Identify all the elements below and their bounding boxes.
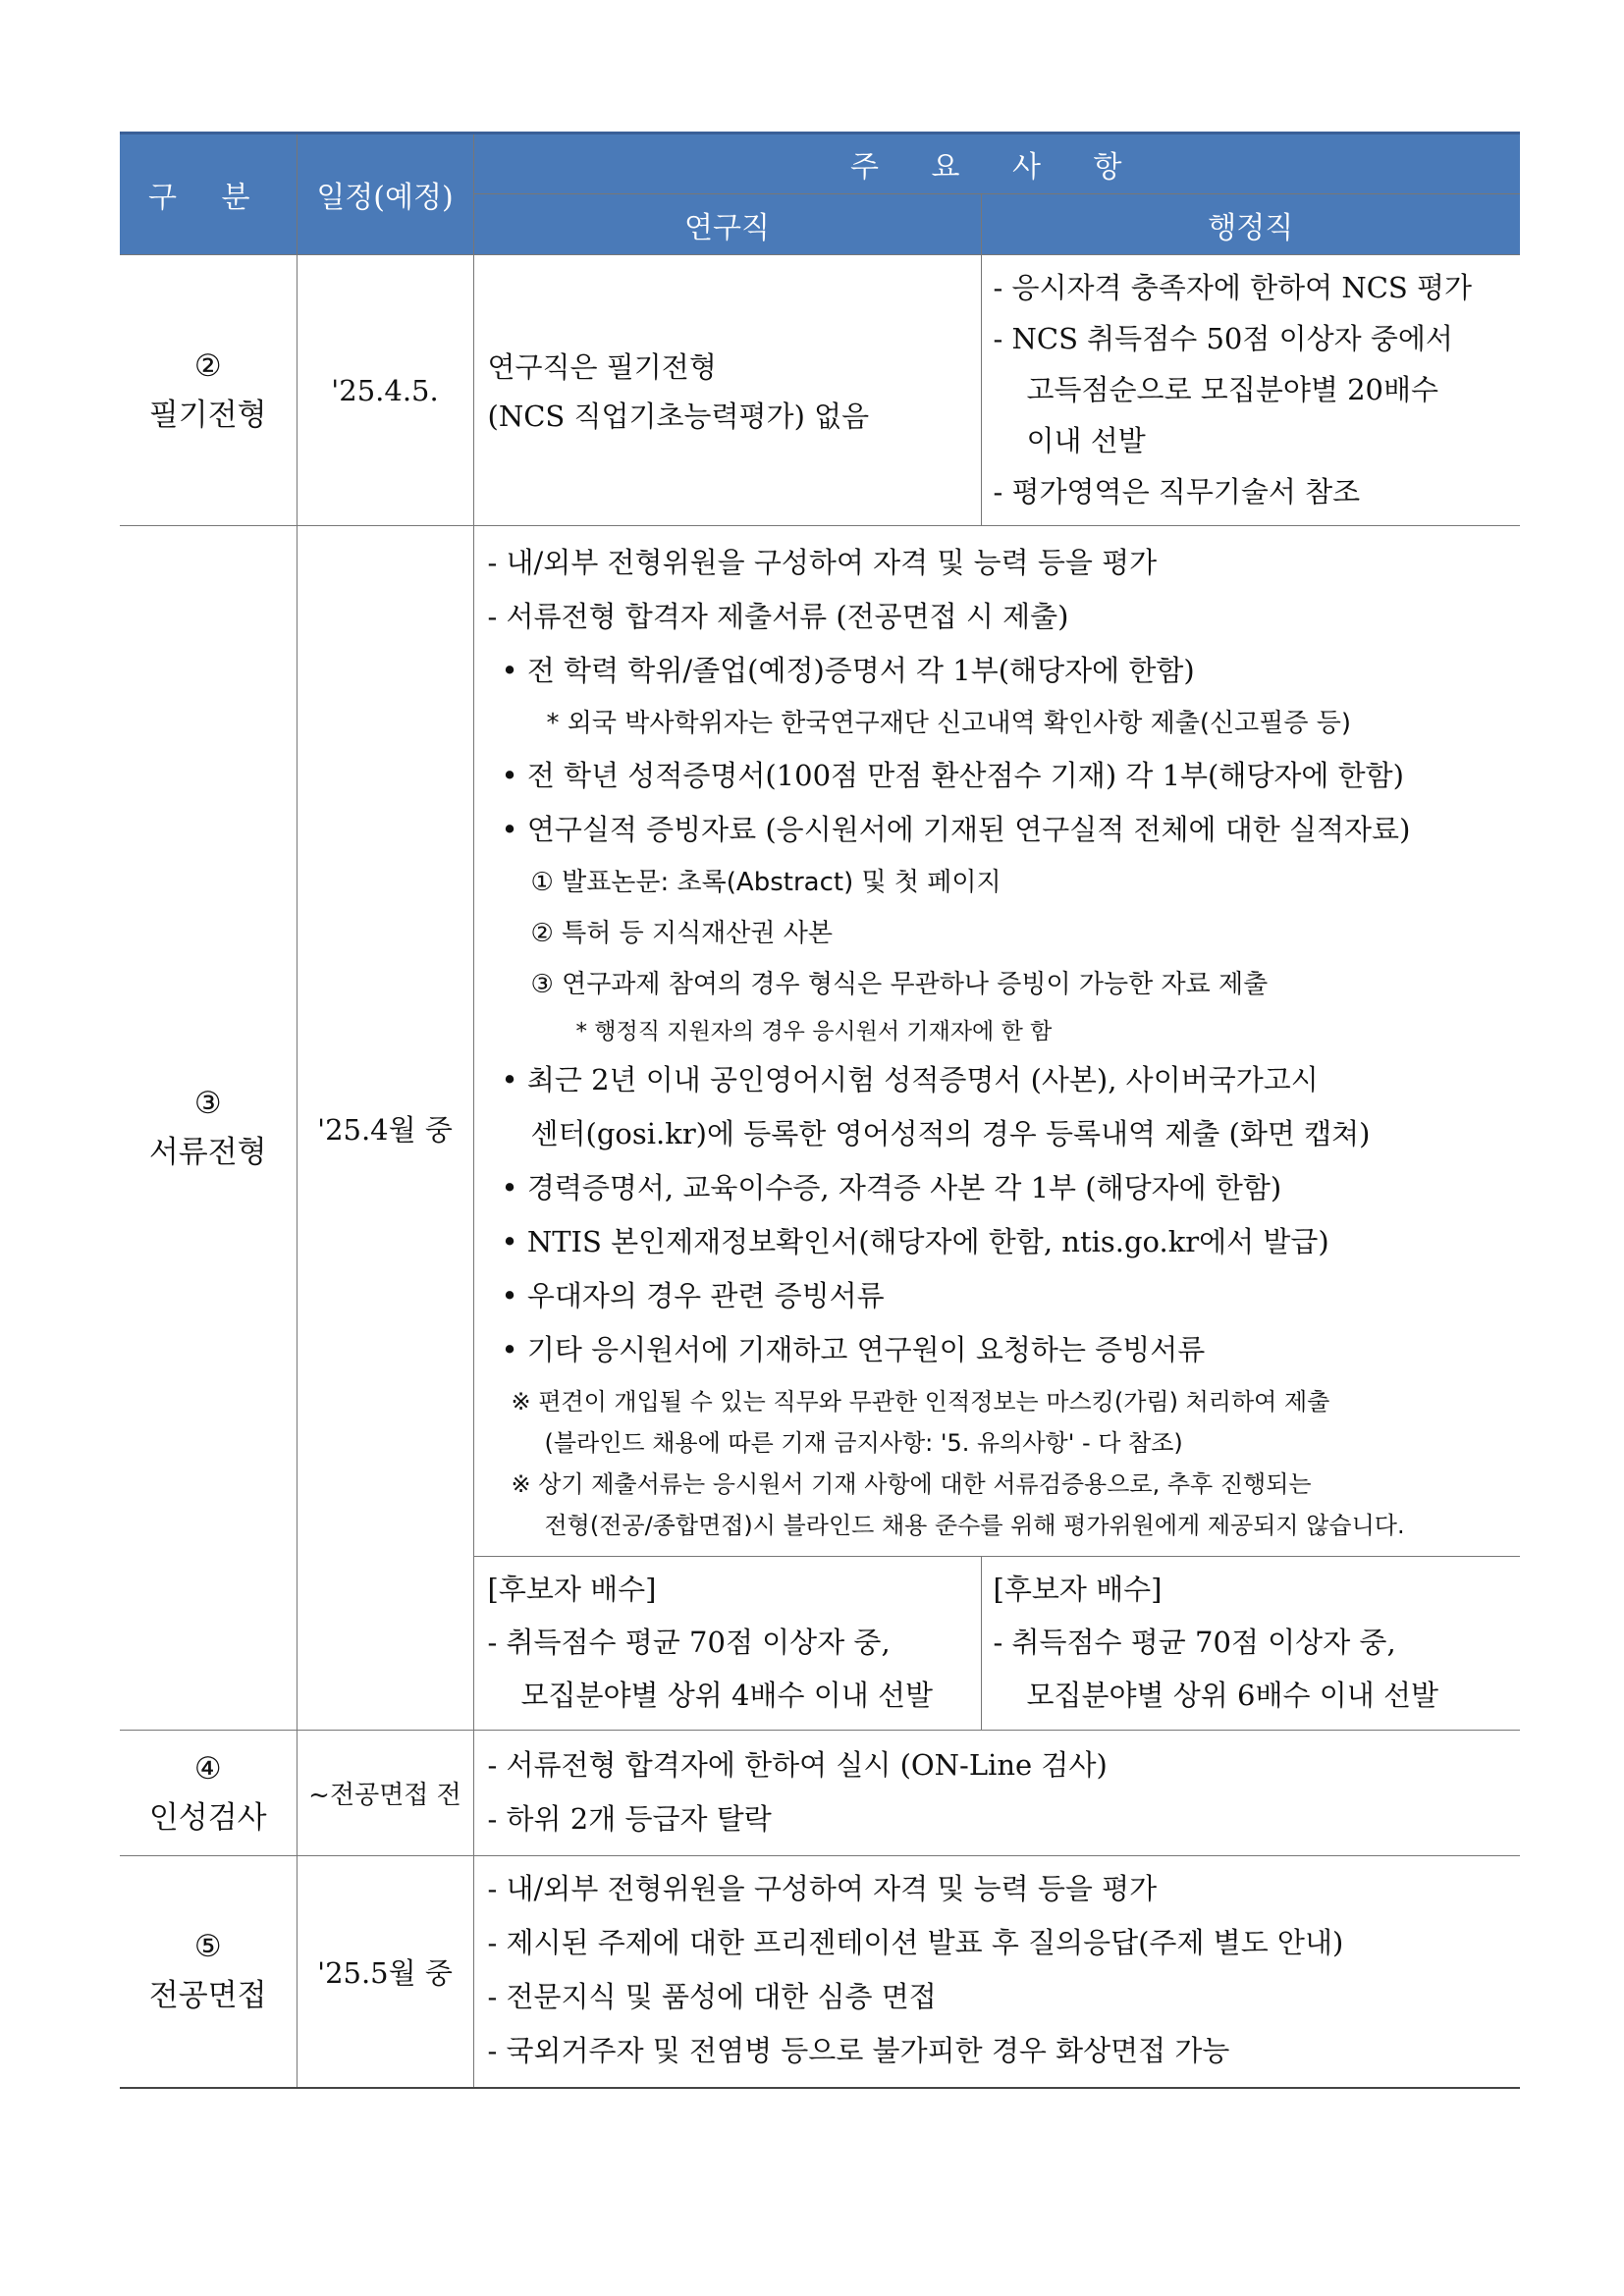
stage-name: 인성검사 xyxy=(148,1799,267,1836)
detail-bullet: • NTIS 본인제재정보확인서(해당자에 한함, ntis.go.kr에서 발급) xyxy=(501,1225,1329,1258)
detail-remark: ※ 상기 제출서류는 응시원서 기재 사항에 대한 서류검증용으로, 추후 진행되는 xyxy=(511,1470,1312,1498)
header-category: 구 분 xyxy=(120,133,297,255)
research-written-detail xyxy=(473,255,981,526)
detail-sub-item: ① 발표논문: 초록(Abstract) 및 첫 페이지 xyxy=(530,868,1001,897)
stage-document-screening xyxy=(120,526,297,1731)
multiple-line: - 취득점수 평균 70점 이상자 중, xyxy=(993,1626,1396,1659)
detail-bullet: • 기타 응시원서에 기재하고 연구원이 요청하는 증빙서류 xyxy=(501,1333,1206,1366)
header-main-items: 주 요 사 항 xyxy=(473,133,1520,194)
stage-date: '25.4월 중 xyxy=(297,526,473,1731)
detail-bullet: • 연구실적 증빙자료 (응시원서에 기재된 연구실적 전체에 대한 실적자료) xyxy=(501,813,1411,846)
research-candidate-multiple xyxy=(473,1557,981,1731)
stage-date: ~전공면접 전 xyxy=(297,1731,473,1856)
stage-name: 필기전형 xyxy=(148,397,267,433)
detail-bullet: • 전 학년 성적증명서(100점 만점 환산점수 기재) 각 1부(해당자에 한함) xyxy=(501,759,1404,792)
detail-remark: 전형(전공/종합면접)시 블라인드 채용 준수를 위해 평가위원에게 제공되지 않습니다. xyxy=(544,1512,1405,1539)
major-interview-detail xyxy=(473,1856,1520,2088)
header-admin-position: 행정직 xyxy=(981,194,1520,255)
detail-remark: (블라인드 채용에 따른 기재 금지사항: '5. 유의사항' - 다 참조) xyxy=(544,1429,1183,1457)
detail-line: - 내/외부 전형위원을 구성하여 자격 및 능력 등을 평가 xyxy=(487,1872,1158,1906)
detail-line: - 평가영역은 직무기술서 참조 xyxy=(993,474,1361,508)
detail-line: - 서류전형 합격자에 한하여 실시 (ON-Line 검사) xyxy=(487,1747,1108,1782)
stage-number: ③ xyxy=(193,1086,222,1121)
detail-bullet: • 우대자의 경우 관련 증빙서류 xyxy=(501,1279,885,1312)
table-row-written-test xyxy=(120,255,1520,526)
header-schedule: 일정(예정) xyxy=(297,133,473,255)
table-row-document-screening xyxy=(120,526,1520,1557)
admin-candidate-multiple xyxy=(981,1557,1520,1731)
detail-line: 고득점순으로 모집분야별 20배수 xyxy=(1026,372,1439,406)
detail-note: * 행정직 지원자의 경우 응시원서 기재자에 한 함 xyxy=(575,1019,1053,1044)
multiple-title: [후보자 배수] xyxy=(993,1573,1163,1606)
recruitment-schedule-table xyxy=(120,132,1520,2089)
detail-line: 이내 선발 xyxy=(1026,423,1146,457)
table-header-row xyxy=(120,133,1520,194)
multiple-line: 모집분야별 상위 6배수 이내 선발 xyxy=(1026,1679,1439,1712)
stage-date: '25.5월 중 xyxy=(297,1856,473,2088)
stage-name: 전공면접 xyxy=(148,1978,267,2014)
detail-bullet: • 경력증명서, 교육이수증, 자격증 사본 각 1부 (해당자에 한함) xyxy=(501,1171,1282,1204)
admin-written-detail xyxy=(981,255,1520,526)
detail-line: (NCS 직업기초능력평가) 없음 xyxy=(487,400,870,433)
detail-line: - 전문지식 및 품성에 대한 심층 면접 xyxy=(487,1980,937,2014)
stage-number: ② xyxy=(193,347,222,384)
detail-remark: ※ 편견이 개입될 수 있는 직무와 무관한 인적정보는 마스킹(가림) 처리하여 제출 xyxy=(511,1388,1330,1415)
header-research-position: 연구직 xyxy=(473,194,981,255)
personality-test-detail xyxy=(473,1731,1520,1856)
stage-written-test xyxy=(120,255,297,526)
detail-line: - 국외거주자 및 전염병 등으로 불가피한 경우 화상면접 가능 xyxy=(487,2034,1230,2068)
table-row-personality-test xyxy=(120,1731,1520,1856)
detail-line: - 내/외부 전형위원을 구성하여 자격 및 능력 등을 평가 xyxy=(487,546,1158,579)
table-row-major-interview xyxy=(120,1856,1520,2088)
stage-major-interview xyxy=(120,1856,297,2088)
stage-number: ④ xyxy=(193,1750,222,1787)
detail-line: - 서류전형 합격자 제출서류 (전공면접 시 제출) xyxy=(487,600,1069,633)
stage-name: 서류전형 xyxy=(148,1135,267,1170)
detail-bullet: • 최근 2년 이내 공인영어시험 성적증명서 (사본), 사이버국가고시 xyxy=(501,1063,1319,1096)
detail-sub-item: ③ 연구과제 참여의 경우 형식은 무관하나 증빙이 가능한 자료 제출 xyxy=(530,970,1269,999)
detail-line: - 하위 2개 등급자 탈락 xyxy=(487,1801,772,1836)
detail-line: - 제시된 주제에 대한 프리젠테이션 발표 후 질의응답(주제 별도 안내) xyxy=(487,1926,1344,1960)
detail-line: 연구직은 필기전형 xyxy=(487,350,717,384)
detail-sub-item: ② 특허 등 지식재산권 사본 xyxy=(530,919,834,948)
stage-personality-test xyxy=(120,1731,297,1856)
document-screening-detail xyxy=(473,526,1520,1557)
document-page xyxy=(120,132,1520,2089)
detail-line: - 응시자격 충족자에 한하여 NCS 평가 xyxy=(993,270,1473,304)
stage-date: '25.4.5. xyxy=(297,255,473,526)
detail-bullet: • 전 학력 학위/졸업(예정)증명서 각 1부(해당자에 한함) xyxy=(501,654,1195,687)
multiple-line: - 취득점수 평균 70점 이상자 중, xyxy=(487,1626,891,1659)
multiple-title: [후보자 배수] xyxy=(487,1573,657,1606)
multiple-line: 모집분야별 상위 4배수 이내 선발 xyxy=(520,1679,934,1712)
stage-number: ⑤ xyxy=(193,1929,222,1965)
detail-bullet-continuation: 센터(gosi.kr)에 등록한 영어성적의 경우 등록내역 제출 (화면 캡쳐) xyxy=(530,1117,1371,1150)
detail-line: - NCS 취득점수 50점 이상자 중에서 xyxy=(993,321,1453,355)
detail-note: * 외국 박사학위자는 한국연구재단 신고내역 확인사항 제출(신고필증 등) xyxy=(546,709,1352,738)
